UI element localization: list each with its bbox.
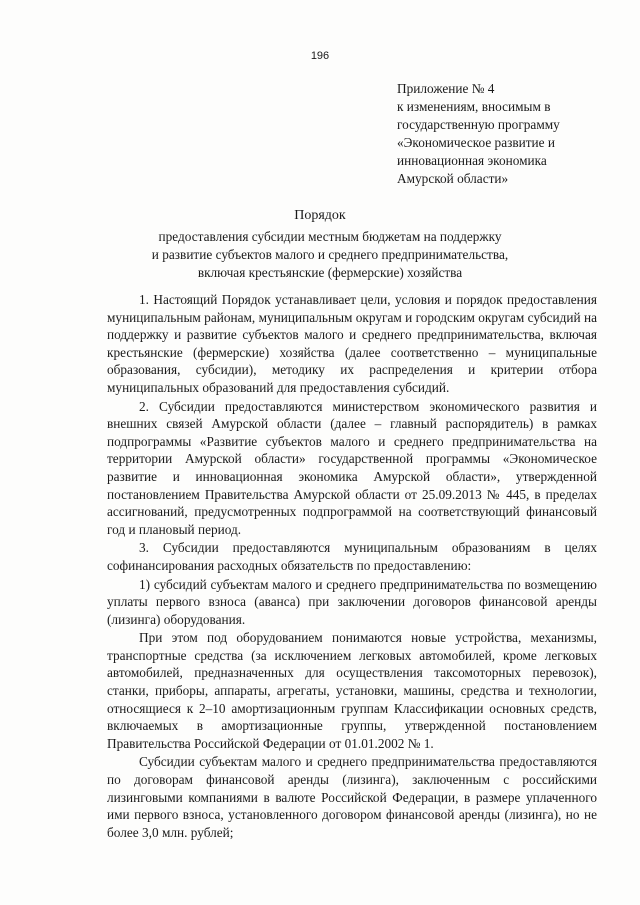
annex-line: инновационная экономика (397, 153, 547, 168)
annex-line: Приложение № 4 (397, 81, 495, 96)
page-number: 196 (310, 50, 330, 62)
annex-line: «Экономическое развитие и (397, 135, 556, 150)
document-body (107, 291, 597, 841)
paragraph-subsidy-terms: Субсидии субъектам малого и среднего предпринимательства предоставляются по договорам финансовой аренды (лизинга), заключенным с российскими лизинговыми компаниями в валюте Российской Федерации, в размере уплаченного ими первого взноса, установленного договором финансовой аренды (лизинга), но не более 3,0 млн. рублей; (107, 754, 597, 840)
paragraph-3-item-1: 1) субсидий субъектам малого и среднего предпринимательства по возмещению уплаты первого взноса (аванса) при заключении договоров финансовой аренды (лизинга) оборудования. (107, 576, 597, 627)
subtitle-line: предоставления субсидии местным бюджетам на поддержку (158, 229, 502, 244)
document-subtitle (120, 228, 540, 282)
subtitle-line: и развитие субъектов малого и среднего предпринимательства, (151, 247, 509, 262)
paragraph-3: 3. Субсидии предоставляются муниципальным образованиям в целях софинансирования расходных обязательств по предоставлению: (107, 540, 597, 573)
document-title: Порядок (294, 208, 346, 223)
annex-line: к изменениям, вносимым в (397, 99, 551, 114)
paragraph-equipment-definition: При этом под оборудованием понимаются новые устройства, механизмы, транспортные средства (за исключением легковых автомобилей, кроме легковых автомобилей, предназначенных для осуществления таксомоторных перевозок), станки, приборы, аппараты, агрегаты, установки, машины, средства и технологии, относящиеся к 2–10 амортизационным группам Классификации основных средств, включаемых в амортизационные группы, утвержденной постановлением Правительства Российской Федерации от 01.01.2002 № 1. (107, 630, 597, 751)
subtitle-line: включая крестьянские (фермерские) хозяйства (197, 265, 463, 280)
paragraph-2: 2. Субсидии предоставляются министерством экономического развития и внешних связей Амурской области (далее – главный распорядитель) в рамках подпрограммы «Развитие субъектов малого и среднего предпринимательства на территории Амурской области» государственной программы «Экономическое развитие и инновационная экономика Амурской области», утвержденной постановлением Правительства Амурской области от 25.09.2013 № 445, в пределах ассигнований, предусмотренных подпрограммой на соответствующий финансовый год и плановый период. (107, 398, 597, 537)
annex-line: государственную программу (397, 117, 560, 132)
paragraph-1: 1. Настоящий Порядок устанавливает цели, условия и порядок предоставления муниципальным районам, муниципальным округам и городским округам субсидий на поддержку и развитие субъектов малого и среднего предпринимательства, включая крестьянские (фермерские) хозяйства (далее соответственно – муниципальные образования, субсидии), методику их распределения и критерии отбора муниципальных образований для предоставления субсидий. (107, 292, 597, 395)
annex-block (397, 80, 632, 188)
annex-line: Амурской области» (397, 171, 509, 186)
